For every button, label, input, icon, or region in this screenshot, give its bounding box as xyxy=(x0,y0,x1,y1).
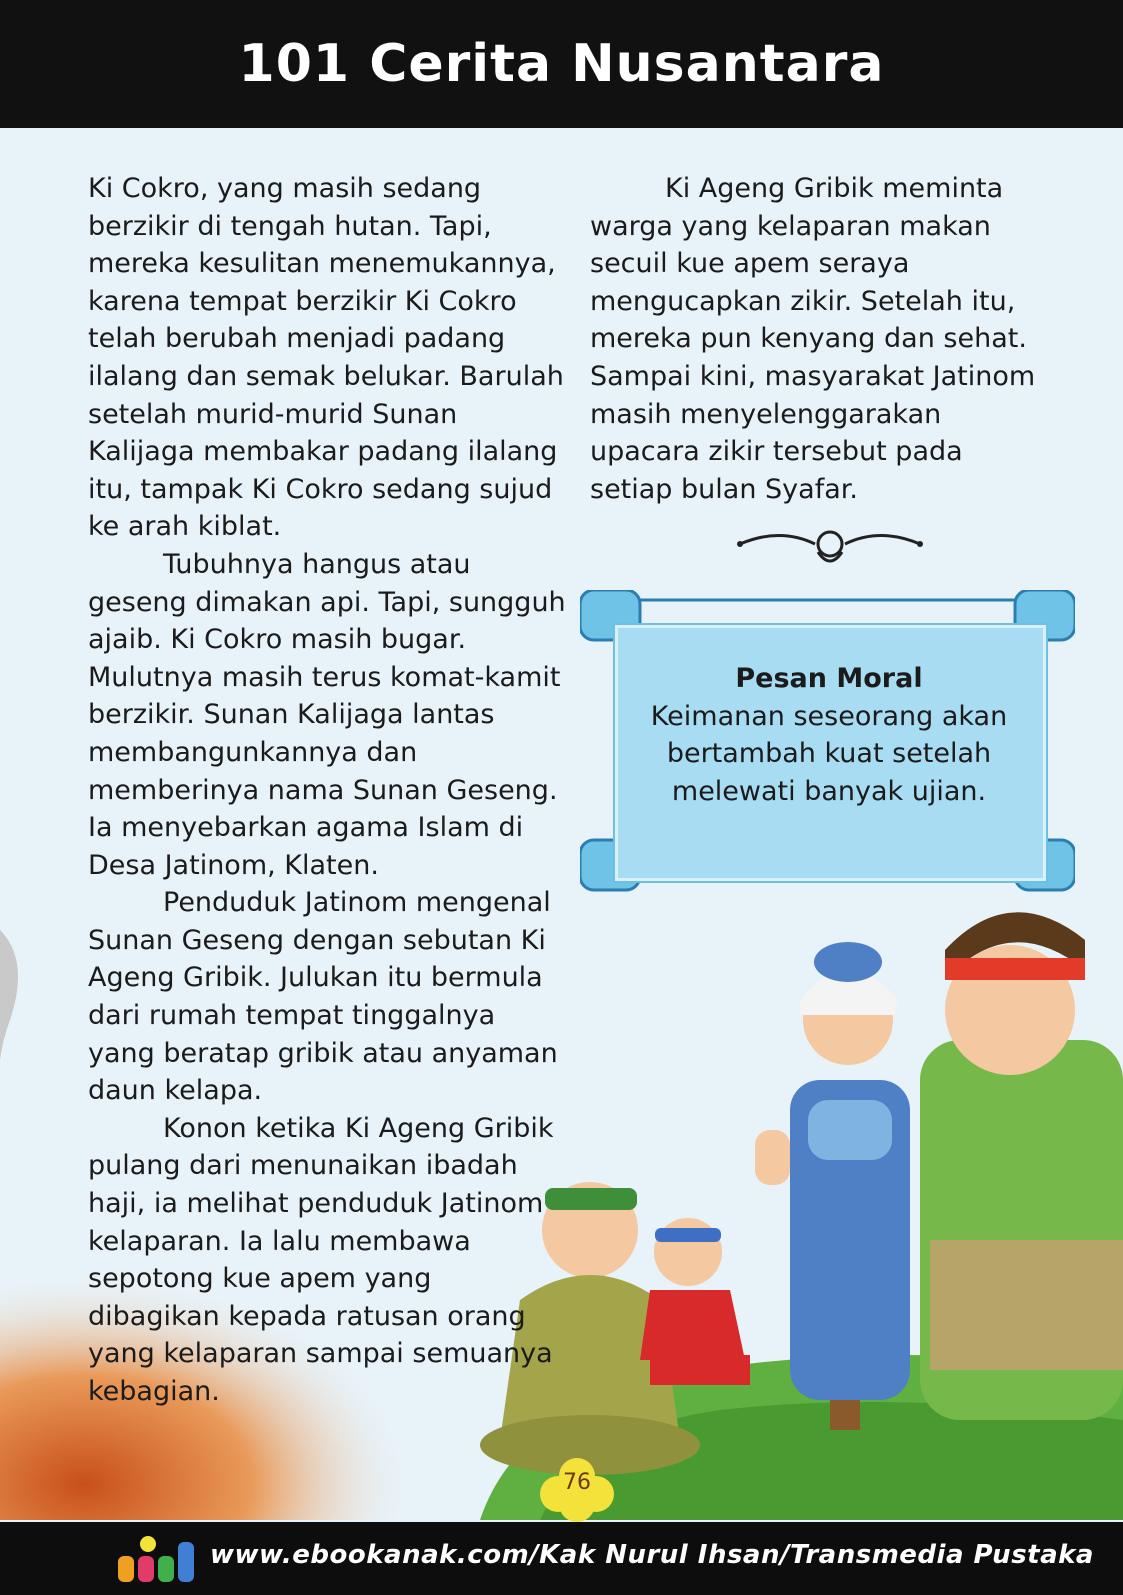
moral-content xyxy=(615,660,1043,810)
smoke-left xyxy=(0,930,18,1100)
story-paragraph: Konon ketika Ki Ageng Gribik pulang dari menunaikan ibadah haji, ia melihat penduduk Jatinom kelaparan. Ia lalu membawa sepotong kue apem yang dibagikan kepada ratusan orang yang kelaparan sampai semuanya kebagian. xyxy=(88,1112,554,1407)
page-header xyxy=(0,0,1123,128)
man-red-headband xyxy=(920,912,1123,1420)
footer-credit: www.ebookanak.com/Kak Nurul Ihsan/Transmedia Pustaka xyxy=(210,1540,1094,1570)
story-right-column xyxy=(590,170,1040,508)
man-blue-robe xyxy=(755,942,910,1430)
page-number: 76 xyxy=(563,1470,591,1495)
story-left-column xyxy=(88,170,568,1411)
story-paragraph: Penduduk Jatinom mengenal Sunan Geseng dengan sebutan Ki Ageng Gribik. Julukan itu bermula dari rumah tempat tinggalnya yang beratap gribik atau anyaman daun kelapa. xyxy=(88,887,558,1107)
page-footer xyxy=(0,1522,1123,1595)
divider-ornament-icon xyxy=(735,522,925,572)
story-paragraph: Tubuhnya hangus atau geseng dimakan api. Tapi, sungguh ajaib. Ki Cokro masih bugar. Mulutnya masih terus komat-kamit berzikir. Sunan Kalijaga lantas membangunkannya dan memberinya nama Sunan Geseng. Ia menyebarkan agama Islam di Desa Jatinom, Klaten. xyxy=(88,548,566,881)
moral-title: Pesan Moral xyxy=(735,663,923,694)
moral-text: Keimanan seseorang akan bertambah kuat setelah melewati banyak ujian. xyxy=(650,700,1008,807)
story-paragraph: Ki Ageng Gribik meminta warga yang kelaparan makan secuil kue apem seraya mengucapkan zikir. Setelah itu, mereka pun kenyang dan sehat. Sampai kini, masyarakat Jatinom masih menyelenggarakan upacara zikir tersebut pada setiap bulan Syafar. xyxy=(590,173,1036,505)
boy-red xyxy=(640,1218,750,1385)
book-title: 101 Cerita Nusantara xyxy=(238,34,885,94)
ebookanak-logo xyxy=(118,1532,208,1586)
story-paragraph: Ki Cokro, yang masih sedang berzikir di tengah hutan. Tapi, mereka kesulitan menemukannya, karena tempat berzikir Ki Cokro telah berubah menjadi padang ilalang dan semak belukar. Barulah setelah murid-murid Sunan Kalijaga membakar padang ilalang itu, tampak Ki Cokro sedang sujud ke arah kiblat. xyxy=(88,173,564,543)
